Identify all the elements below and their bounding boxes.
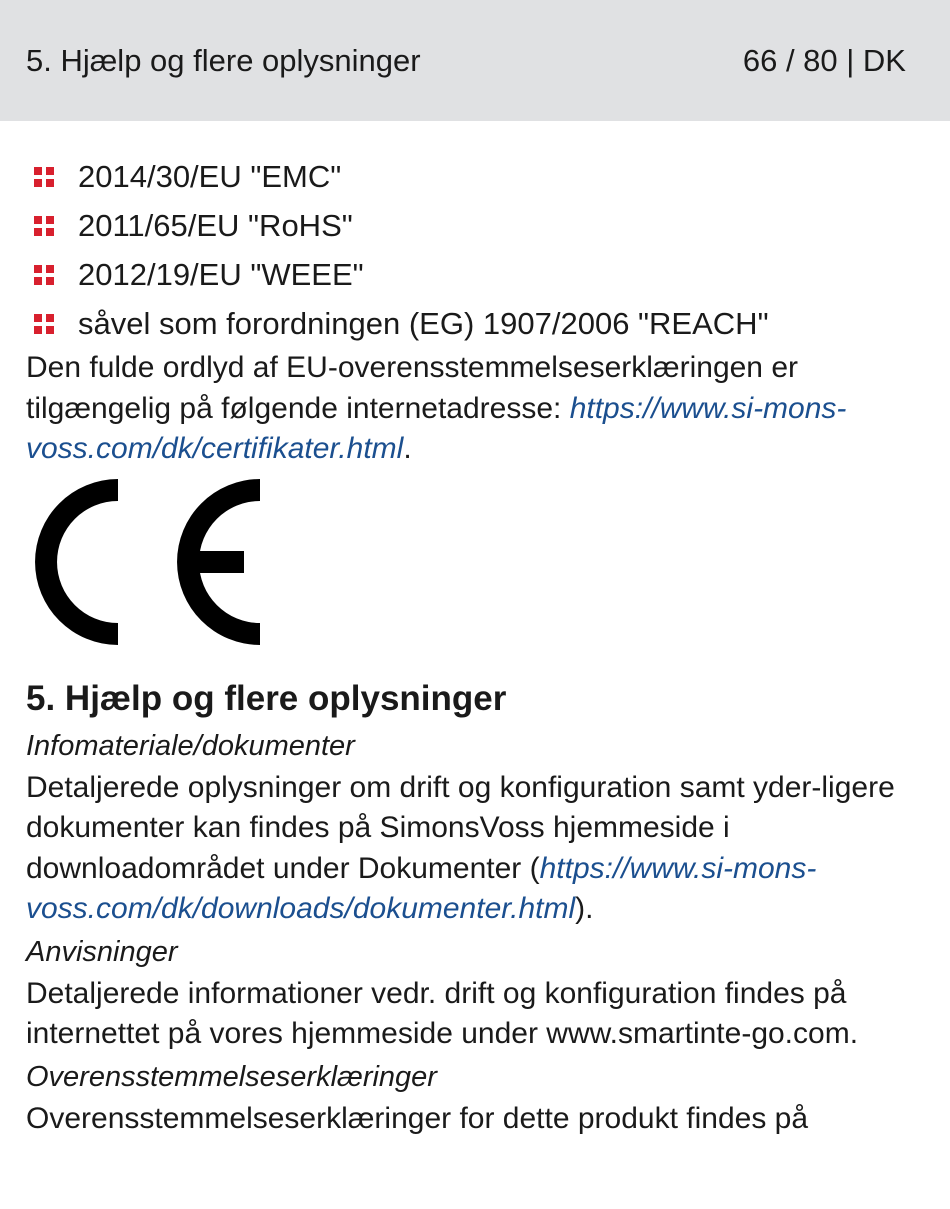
ce-mark xyxy=(26,478,926,674)
info-subheading: Infomateriale/dokumenter xyxy=(26,729,355,762)
bullet-icon xyxy=(34,167,54,187)
notes-subheading: Anvisninger xyxy=(26,935,178,968)
info-text: Detaljerede oplysninger om drift og konfiguration samt yder-ligere dokumenter kan findes på SimonsVoss hjemmeside i downloadområdet under Dokumenter ( xyxy=(26,770,895,885)
directive-text: 2014/30/EU "EMC" xyxy=(78,159,342,194)
section-heading: 5. Hjælp og flere oplysninger xyxy=(26,678,507,718)
eu-declaration-suffix: . xyxy=(403,432,412,465)
header-section-title: 5. Hjælp og flere oplysninger xyxy=(26,42,421,78)
info-paragraph xyxy=(26,768,926,930)
bullet-icon xyxy=(34,314,54,334)
eu-declaration-text: Den fulde ordlyd af EU-overensstemmelseserklæringen er tilgængelig på følgende internetadresse: xyxy=(26,351,799,425)
list-item xyxy=(26,201,926,250)
directive-text: 2012/19/EU "WEEE" xyxy=(78,257,364,292)
info-suffix: ). xyxy=(575,892,594,925)
conformity-paragraph: Overensstemmelseserklæringer for dette produkt findes på xyxy=(26,1101,809,1135)
ce-mark-c xyxy=(35,479,118,645)
list-item xyxy=(26,299,926,348)
page-header xyxy=(0,0,950,121)
certificates-link[interactable]: https://www.si-mons-voss.com/dk/certifikater.html xyxy=(26,391,847,465)
bullet-icon xyxy=(34,265,54,285)
page-content xyxy=(26,152,926,1139)
documents-link[interactable]: https://www.si-mons-voss.com/dk/downloads/dokumenter.html xyxy=(26,851,817,925)
directive-text: 2011/65/EU "RoHS" xyxy=(78,208,353,243)
bullet-icon xyxy=(34,216,54,236)
list-item xyxy=(26,250,926,299)
notes-paragraph: Detaljerede informationer vedr. drift og konfiguration findes på internettet på vores hjemmeside under www.smartinte-go.com. xyxy=(26,976,859,1050)
header-page-info: 66 / 80 | DK xyxy=(742,42,906,78)
directive-list xyxy=(26,152,926,348)
list-item xyxy=(26,152,926,201)
eu-declaration-paragraph xyxy=(26,348,926,470)
ce-mark-logo xyxy=(26,478,266,648)
directive-text: såvel som forordningen (EG) 1907/2006 "REACH" xyxy=(78,306,769,341)
conformity-subheading: Overensstemmelseserklæringer xyxy=(26,1060,437,1093)
ce-mark-e xyxy=(177,479,260,645)
